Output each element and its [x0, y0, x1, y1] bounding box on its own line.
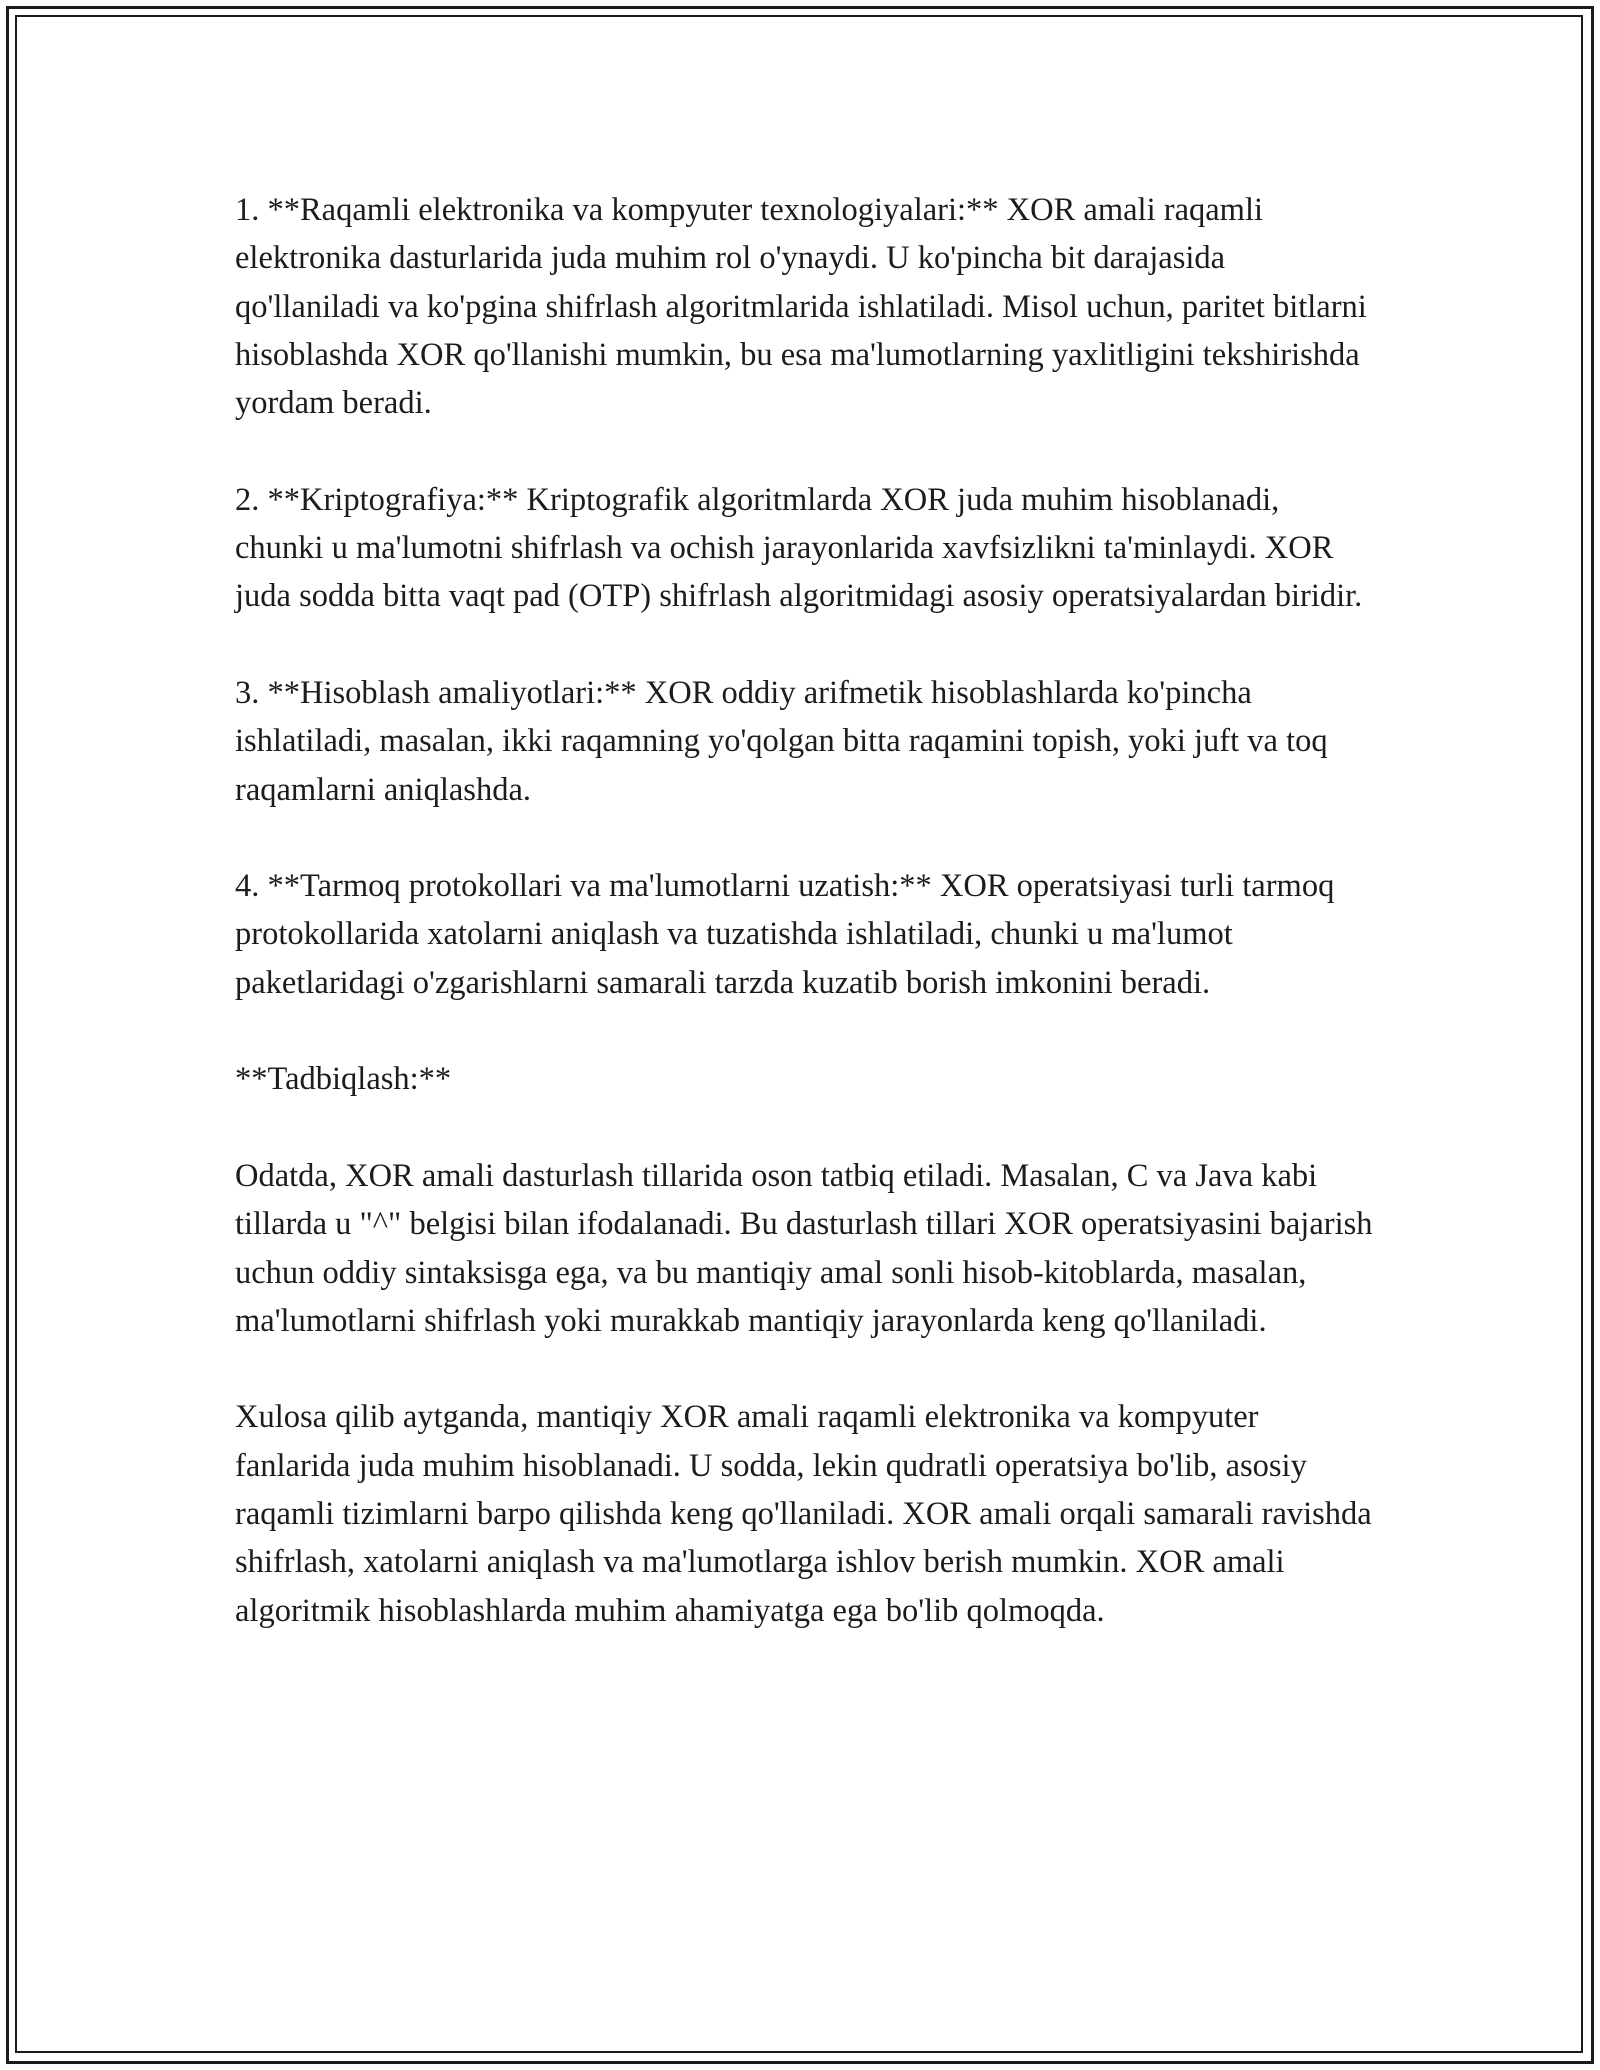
paragraph-implementation: Odatda, XOR amali dasturlash tillarida oson tatbiq etiladi. Masalan, C va Java kabi tillarda u "^" belgisi bilan ifodalanadi. Bu dasturlash tillari XOR operatsiyasini bajarish uchun oddiy sintaksisga ega, va bu mantiqiy amal sonli hisob-kitoblarda, masalan, ma'lumotlarni shifrlash yoki murakkab mantiqiy jarayonlarda keng qo'llaniladi.	[235, 1157, 1373, 1339]
paragraph-digital-electronics: 1. **Raqamli elektronika va kompyuter texnologiyalari:** XOR amali raqamli elektronika dasturlarida juda muhim rol o'ynaydi. U ko'pincha bit darajasida qo'llaniladi va ko'pgina shifrlash algoritmlarida ishlatiladi. Misol uchun, paritet bitlarni hisoblashda XOR qo'llanishi mumkin, bu esa ma'lumotlarning yaxlitligini tekshirishda yordam beradi.	[235, 192, 1367, 422]
section-heading-implementation: **Tadbiqlash:**	[235, 1061, 452, 1098]
document-body	[235, 186, 1375, 1683]
paragraph-computing-practices: 3. **Hisoblash amaliyotlari:** XOR oddiy arifmetik hisoblashlarda ko'pincha ishlatiladi, masalan, ikki raqamning yo'qolgan bitta raqamini topish, yoki juft va toq raqamlarni aniqlashda.	[235, 674, 1328, 808]
paragraph-cryptography: 2. **Kriptografiya:** Kriptografik algoritmlarda XOR juda muhim hisoblanadi, chunki u ma'lumotni shifrlash va ochish jarayonlarida xavfsizlikni ta'minlaydi. XOR juda sodda bitta vaqt pad (OTP) shifrlash algoritmidagi asosiy operatsiyalardan biridir.	[235, 481, 1363, 615]
paragraph-network-protocols: 4. **Tarmoq protokollari va ma'lumotlarni uzatish:** XOR operatsiyasi turli tarmoq protokollarida xatolarni aniqlash va tuzatishda ishlatiladi, chunki u ma'lumot paketlaridagi o'zgarishlarni samarali tarzda kuzatib borish imkonini beradi.	[235, 868, 1335, 1001]
paragraph-conclusion: Xulosa qilib aytganda, mantiqiy XOR amali raqamli elektronika va kompyuter fanlarida juda muhim hisoblanadi. U sodda, lekin qudratli operatsiya bo'lib, asosiy raqamli tizimlarni barpo qilishda keng qo'llaniladi. XOR amali orqali samarali ravishda shifrlash, xatolarni aniqlash va ma'lumotlarga ishlov berish mumkin. XOR amali algoritmik hisoblashlarda muhim ahamiyatga ega bo'lib qolmoqda.	[235, 1399, 1372, 1629]
